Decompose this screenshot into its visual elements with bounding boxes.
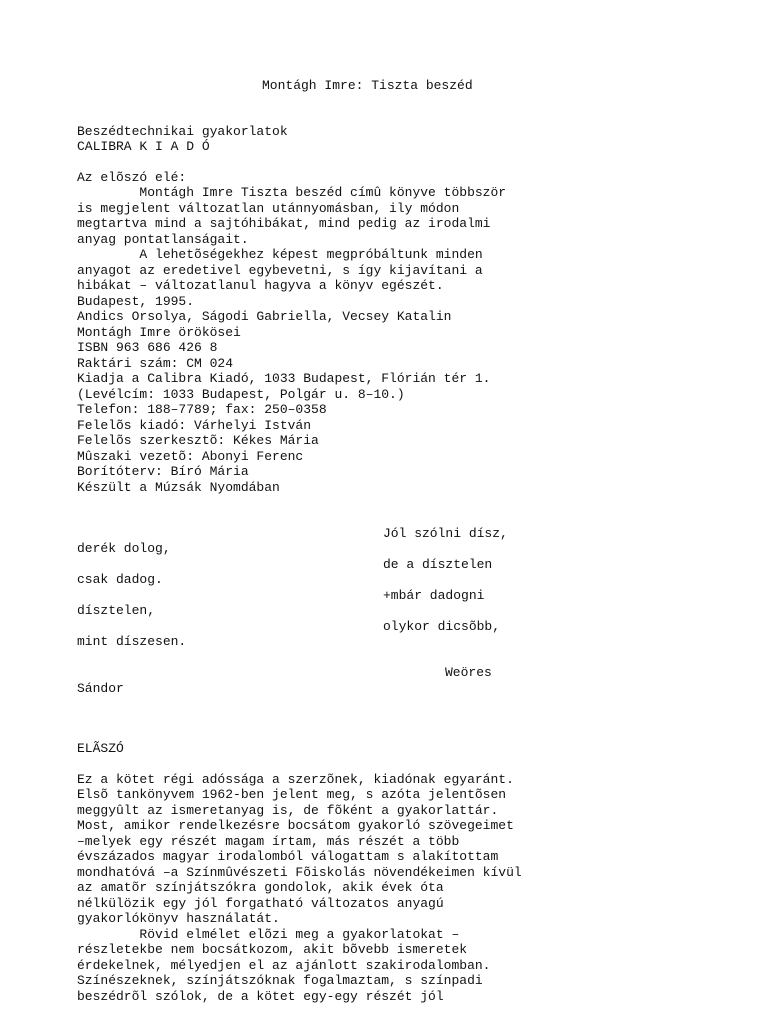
poem-line: de a dísztelen <box>383 557 493 572</box>
foreword-line: Ez a kötet régi adóssága a szerzõnek, kiadónak egyaránt. <box>77 772 514 787</box>
preface-note-line: Budapest, 1995. <box>77 294 195 309</box>
poem-line: olykor dicsõbb, <box>383 619 501 634</box>
preface-note-line: A lehetõségekhez képest megpróbáltunk minden <box>77 247 483 262</box>
foreword-line: az amatõr színjátszókra gondolok, akik évek óta <box>77 880 444 895</box>
poem-author-last-name: Sándor <box>77 681 124 696</box>
foreword-line: Most, amikor rendelkezésre bocsátom gyakorló szövegeimet <box>77 818 514 833</box>
preface-note-line: Andics Orsolya, Ságodi Gabriella, Vecsey Katalin <box>77 309 452 324</box>
page-title: Montágh Imre: Tiszta beszéd <box>262 78 473 93</box>
preface-note-line: Montágh Imre Tiszta beszéd címû könyve többször <box>77 185 507 200</box>
foreword-line: Elsõ tankönyvem 1962-ben jelent meg, s azóta jelentõsen <box>77 787 507 802</box>
preface-note-line: anyagot az eredetivel egybevetni, s így kijavítani a <box>77 263 483 278</box>
imprint-line: Kiadja a Calibra Kiadó, 1033 Budapest, Flórián tér 1. <box>77 371 491 386</box>
poem-author-first-name: Weöres <box>445 665 492 680</box>
imprint-line: Borítóterv: Bíró Mária <box>77 464 249 479</box>
foreword-line: mondhatóvá –a Színmûvészeti Fõiskolás növendékeimen kívül <box>77 865 522 880</box>
foreword-line: Rövid elmélet elõzi meg a gyakorlatokat – <box>77 927 460 942</box>
foreword-heading: ELÃSZÓ <box>77 741 124 756</box>
imprint-line: (Levélcím: 1033 Budapest, Polgár u. 8–10.) <box>77 387 405 402</box>
poem-line: csak dadog. <box>77 572 163 587</box>
poem-line: derék dolog, <box>77 541 171 556</box>
imprint-line: Raktári szám: CM 024 <box>77 356 234 371</box>
preface-note-line: is megjelent változatlan utánnyomásban, ily módon <box>77 201 460 216</box>
imprint-line: Felelõs szerkesztõ: Kékes Mária <box>77 433 319 448</box>
imprint-line: Mûszaki vezetõ: Abonyi Ferenc <box>77 449 304 464</box>
imprint-line: Felelõs kiadó: Várhelyi István <box>77 418 312 433</box>
foreword-line: évszázados magyar irodalomból válogattam s alakítottam <box>77 849 499 864</box>
foreword-line: érdekelnek, mélyedjen el az ajánlott szakirodalomban. <box>77 958 491 973</box>
publisher-line: CALIBRA K I A D Ó <box>77 139 210 154</box>
foreword-line: meggyûlt az ismeretanyag is, de fõként a gyakorlattár. <box>77 803 499 818</box>
poem-line: +mbár dadogni <box>383 588 485 603</box>
foreword-line: részletekbe nem bocsátkozom, akit bõvebb ismeretek <box>77 942 468 957</box>
poem-line: dísztelen, <box>77 603 156 618</box>
foreword-line: –melyek egy részét magam írtam, más részét a több <box>77 834 460 849</box>
preface-note-line: anyag pontatlanságait. <box>77 232 249 247</box>
preface-note-line: Montágh Imre örökösei <box>77 325 241 340</box>
imprint-line: Készült a Múzsák Nyomdában <box>77 480 280 495</box>
preface-note-line: megtartva mind a sajtóhibákat, mind pedig az irodalmi <box>77 216 491 231</box>
foreword-line: nélkülözik egy jól forgatható változatos anyagú <box>77 896 444 911</box>
poem-line: mint díszesen. <box>77 634 187 649</box>
foreword-line: beszédrõl szólok, de a kötet egy-egy részét jól <box>77 989 444 1004</box>
imprint-line: Telefon: 188–7789; fax: 250–0358 <box>77 402 327 417</box>
imprint-line: ISBN 963 686 426 8 <box>77 340 218 355</box>
subtitle: Beszédtechnikai gyakorlatok <box>77 124 288 139</box>
preface-note-heading: Az elõszó elé: <box>77 170 187 185</box>
preface-note-line: hibákat – változatlanul hagyva a könyv egészét. <box>77 278 444 293</box>
foreword-line: Színészeknek, színjátszóknak fogalmaztam, s színpadi <box>77 973 483 988</box>
poem-line: Jól szólni dísz, <box>383 526 508 541</box>
foreword-line: gyakorlókönyv használatát. <box>77 911 280 926</box>
